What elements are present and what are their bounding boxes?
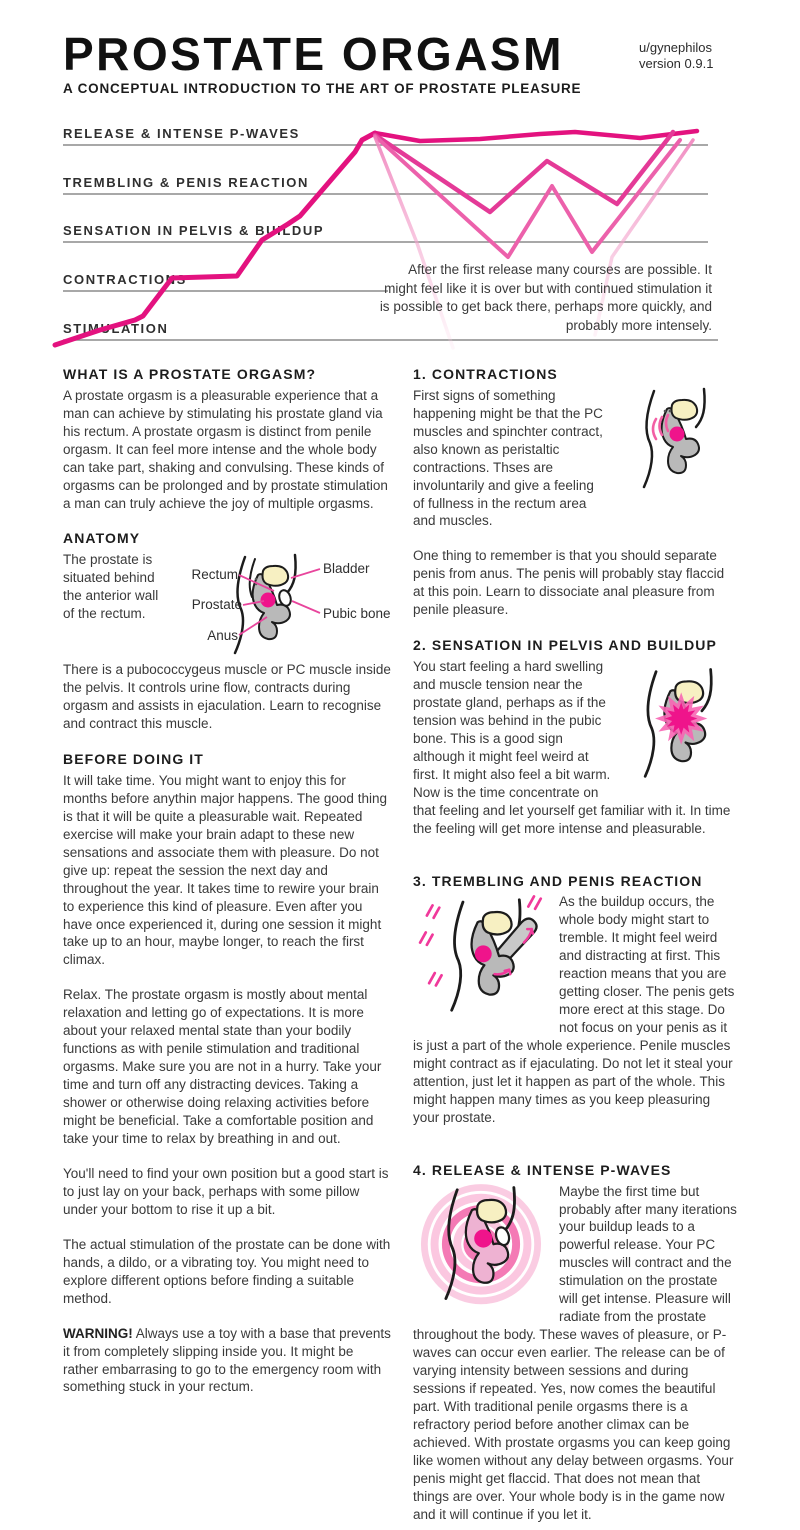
label-anus: Anus: [207, 628, 238, 644]
level-label-stimulation: STIMULATION: [63, 321, 169, 336]
heading-before-doing-it: BEFORE DOING IT: [63, 751, 204, 768]
trembling-diagram: [413, 893, 549, 1017]
course-dip-shallow: [375, 132, 673, 212]
release-diagram: [413, 1183, 549, 1311]
left-column: [63, 366, 391, 1413]
warning-paragraph: [63, 1325, 391, 1397]
release-paragraph: Maybe the first time but probably after many iterations your buildup leads to a powerful release. Your PC muscles will contract and the stimulation on the prostate will get intense. Pleasure will radiate from the prostate throughout the body. These waves of pleasure, or P-waves can occur even earlier. The release can be of varying intensity between sessions and during sessions if repeated. Yes, now comes the beautiful part. With traditional penile orgasms there is a refractory period before another climax can be achieved. With prostate orgasms you can keep going like women without any delay between orgasms. Your penis might get flaccid. That does not mean that things are over. Your whole body is in the game now and it will continue if you let it.: [413, 1183, 737, 1522]
body-back-outline: [645, 672, 656, 777]
page-title: PROSTATE ORGASM: [63, 28, 564, 80]
detail-dot: [664, 409, 667, 412]
author-handle: u/gynephilos: [639, 40, 712, 55]
body-back-outline: [452, 902, 463, 1010]
anatomy-intro: The prostate is situated behind the anterior wall of the rectum.: [63, 552, 159, 622]
right-column: [413, 366, 739, 1530]
heading-anatomy: ANATOMY: [63, 530, 141, 547]
label-prostate: Prostate: [191, 597, 242, 613]
sensation-block: [413, 658, 739, 855]
page-subtitle: A CONCEPTUAL INTRODUCTION TO THE ART OF PROSTATE PLEASURE: [63, 81, 582, 97]
prostate-dot: [475, 946, 492, 963]
heading-what-is: WHAT IS A PROSTATE ORGASM?: [63, 366, 317, 382]
course-dip-deep: [375, 136, 680, 257]
version-label: version 0.9.1: [639, 56, 714, 72]
bladder-shape: [483, 912, 512, 934]
contractions-paragraph-2: One thing to remember is that you should separate penis from anus. The penis will probably stay flaccid at this poin. Learn to dissociate anal pleasure from penile pleasure.: [413, 548, 725, 618]
contractions-diagram: [611, 387, 739, 491]
author-credit: [639, 40, 713, 73]
prostate-dot: [474, 1229, 492, 1247]
prostate-dot: [261, 593, 276, 608]
heading-contractions: 1. CONTRACTIONS: [413, 366, 558, 382]
what-is-paragraph: A prostate orgasm is a pleasurable experience that a man can achieve by stimulating his prostate gland via his rectum. A prostate orgasm is distinct from penile orgasm. It can feel more intense and the whole body can take part, shaking and convulsing. These kinds of orgasms can be prolonged and by prostate stimulation a man can truly achieve the joy of multiple orgasms.: [63, 387, 388, 511]
body-back-outline: [644, 391, 654, 487]
masthead: [63, 30, 623, 96]
level-label-contractions: CONTRACTIONS: [63, 272, 187, 287]
chart-annotation: After the first release many courses are possible. It might feel like it is over but with continued stimulation it is possible to get back there, perhaps more quickly, and probably more intensely.: [379, 262, 712, 333]
contractions-block: [413, 387, 739, 619]
contractions-paragraph-1: First signs of something happening might be that the PC muscles and spinchter contract, also known as peristaltic contractions. Thses are involuntarily and give a feeling of fullness in the rectum area and muscles.: [413, 387, 603, 529]
heading-release: 4. RELEASE & INTENSE P-WAVES: [413, 1161, 672, 1178]
prostate-dot: [670, 426, 685, 441]
before-paragraph-1: It will take time. You might want to enjoy this for months before anythin major happens. The good thing is that it will be quite a pleasurable wait. Repeated exercise will make your brain adapt to these new sensations and associate them with pleasure. Do not give up: repeat the session the next day and throughout the year. It takes time to rewire your brain to experience this kind of pleasure. Even after you have once experienced it, during one session it might take up to an hour, maybe longer, to reach the first climax.: [63, 772, 387, 968]
warning-text: Always use a toy with a base that prevents it from completely slipping inside you. It might be rather embarrasing to go to the emergency room with something stuck in your rectum.: [63, 1325, 391, 1395]
bladder-shape: [672, 400, 698, 420]
label-bladder: Bladder: [323, 561, 370, 577]
progress-chart: [63, 120, 738, 358]
level-label-trembling: TREMBLING & PENIS REACTION: [63, 175, 309, 190]
sensation-diagram: [619, 658, 739, 790]
release-block: [413, 1183, 739, 1530]
course-buildup-main: [55, 133, 375, 345]
trembling-paragraph: As the buildup occurs, the whole body might start to tremble. It might feel weird and distracting at first. This reaction means that you are getting closer. The penis gets more erect at this stage. Do not focus on your penis as it is just a part of the whole experience. Penile muscles might contract as if ejaculating. Do not let it steal your attention, just let it happen as part of the whole. This might happen many times as you keep pleasuring your prostate.: [413, 894, 735, 1125]
label-pubic-bone: Pubic bone: [323, 606, 391, 622]
course-stay-high: [375, 131, 697, 141]
before-paragraph-3: You'll need to find your own position but a good start is to just lay on your back, perhaps with some pillow under your bottom to rise it up a bit.: [63, 1165, 389, 1217]
warning-label: WARNING!: [63, 1325, 133, 1341]
anatomy-block: [63, 551, 391, 733]
level-label-release: RELEASE & INTENSE P-WAVES: [63, 126, 300, 141]
anatomy-paragraph: There is a pubococcygeus muscle or PC muscle inside the pelvis. It controls urine flow, contracts during orgasm and assists in ejaculation. Learn to recognise and contract this muscle.: [63, 662, 391, 732]
before-paragraph-2: Relax. The prostate orgasm is mostly about mental relaxation and letting go of expectations. It is more about your relaxed mental state than your bodily functions as with penile stimulation and traditional orgasms. Make sure you are not in a hurry. Take your time and turn off any distracting devices. Taking a shower or otherwise doing relaxing activities before might be beneficial. Take a comfortable position and take your time to relax by breathing in and out.: [63, 987, 382, 1146]
before-paragraph-4: The actual stimulation of the prostate can be done with hands, a dildo, or a vibrating toy. You might need to explore different options before finding a suitable method.: [63, 1236, 391, 1306]
bladder-shape: [477, 1199, 506, 1222]
detail-dot: [669, 409, 672, 412]
heading-trembling: 3. TREMBLING AND PENIS REACTION: [413, 872, 703, 889]
bladder-shape: [263, 566, 289, 586]
detail-dot: [255, 578, 258, 581]
anatomy-diagram: [179, 551, 391, 657]
heading-sensation: 2. SENSATION IN PELVIS AND BUILDUP: [413, 637, 717, 654]
label-rectum: Rectum: [191, 567, 238, 583]
level-label-sensation: SENSATION IN PELVIS & BUILDUP: [63, 223, 325, 238]
trembling-block: [413, 893, 739, 1143]
sensation-paragraph: You start feeling a hard swelling and muscle tension near the prostate gland, perhaps as if the tension was behind in the pubic bone. This is a good sign although it might feel weird at first. It might also feel a bit warm. Now is the time concentrate on that feeling and let yourself get familiar with it. In time the feeling will get more intense and pleasurable.: [413, 659, 731, 836]
